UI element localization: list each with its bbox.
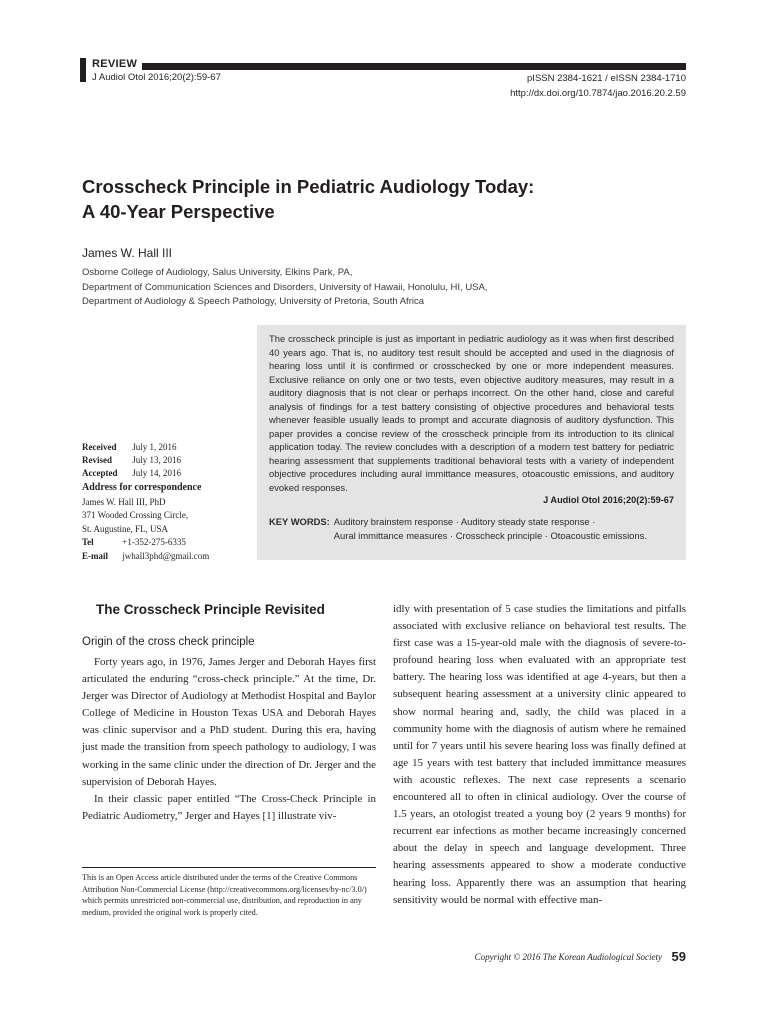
affiliation: Department of Audiology & Speech Pathology, University of Pretoria, South Africa [82,296,425,307]
tel-label: Tel [82,537,94,547]
article-type-label: REVIEW [92,58,138,70]
abstract-citation: J Audiol Otol 2016;20(2):59-67 [543,495,674,505]
accepted-row [82,467,181,480]
email-label: E-mail [82,550,108,561]
correspondence-street: 371 Wooded Crossing Circle, [82,510,189,520]
revised-date: July 13, 2016 [132,455,182,465]
email-value[interactable]: jwhall3phd@gmail.com [122,550,210,561]
article-dates [82,441,181,480]
keywords-values [334,515,647,543]
revised-label: Revised [82,455,112,465]
left-column [82,654,376,825]
correspondence-city: St. Augustine, FL, USA [82,523,169,534]
received-label: Received [82,442,117,452]
title-line-2: A 40-Year Perspective [82,201,275,222]
correspondence-name: James W. Hall III, PhD [82,496,166,507]
abstract-text: The crosscheck principle is just as important in pediatric audiology as it was when first described 40 years ago. That is, no auditory test result should be accepted and used in the diagnosis of hearing loss until it is confirmed or crosschecked by one or more independent measures. Exclusive reliance on only one or two tests, even objective auditory measures, may result in a auditory diagnosis that is not clear or perhaps incorrect. On the other hand, close and careful analysis of findings for a test battery consisting of objective procedures and behavioral tests whenever feasible usually leads to prompt and accurate diagnosis of auditory dysfunction. This paper provides a concise review of the crosscheck principle from its introduction to its clinical application today. The review concludes with a description of a modern test battery for pediatric hearing assessment that supplements traditional behavioral tests with a variety of independent objective procedures including aural immittance measures, otoacoustic emissions, and auditory evoked responses. [269,333,674,493]
keywords [269,515,674,543]
body-paragraph: idly with presentation of 5 case studies the limitations and pitfalls associated with exclusive reliance on behavioral test results. The first case was a 15-year-old male with the diagnosis of severe-to-profound hearing loss when evaluated with an appropriate test battery. The hearing loss was identified at age 4-years, but then a subsequent hearing assessment at a university clinic appeared to show normal hearing and, sadly, the child was placed in a community home with the diagnosis of autism where he remained until for 7 years until his severe hearing loss was finally defined at age 15 years with test battery that included immittance measures with acoustic reflexes. The next case represents a scenario encountered all to often in clinical audiology. Over the course of 1.5 years, an otologist treated a young boy (2 years 9 months) for recurrent ear infections as mother became increasingly concerned about the delay in speech and language development. Three hearing assessments appeared to show a moderate conductive hearing loss. Apparently there was an assumption that hearing sensitivity would be normal with effective man- [393,603,686,906]
subsection-heading: Origin of the cross check principle [82,636,255,648]
keywords-label: KEY WORDS: [269,516,330,527]
affiliation: Osborne College of Audiology, Salus University, Elkins Park, PA, [82,267,353,278]
right-column [393,601,686,909]
body-paragraph: Forty years ago, in 1976, James Jerger and Deborah Hayes first articulated the enduring “cross-check principle.” At the time, Dr. Jerger was Director of Audiology at Methodist Hospital and Baylor College of Medicine in Houston Texas USA and Deborah Hayes was clinic supervisor and a PhD student. During this era, having just made the transition from speech pathology to audiology, I was working in the same clinic under the direction of Dr. Jerger and the supervision of Deborah Hayes. [82,656,376,788]
doi-link[interactable]: http://dx.doi.org/10.7874/jao.2016.20.2.59 [510,88,686,99]
tel-value: +1-352-275-6335 [122,537,186,547]
body-paragraph: In their classic paper entitled “The Cross-Check Principle in Pediatric Audiometry,” Jerger and Hayes [1] illustrate viv- [82,792,376,822]
accepted-date: July 14, 2016 [132,468,182,478]
footnote-rule [82,867,376,868]
correspondence-block [82,481,209,563]
issn: pISSN 2384-1621 / eISSN 2384-1710 [527,73,686,84]
affiliation: Department of Communication Sciences and Disorders, University of Hawaii, Honolulu, HI, USA, [82,281,488,293]
received-row [82,441,181,454]
accepted-label: Accepted [82,468,118,478]
keywords-line: Aural immittance measures · Crosscheck principle · Otoacoustic emissions. [333,530,647,541]
page-number: 59 [671,949,686,964]
revised-row [82,454,181,467]
header-rule [142,63,686,70]
received-date: July 1, 2016 [132,442,177,452]
section-heading: The Crosscheck Principle Revisited [96,602,325,617]
journal-reference: J Audiol Otol 2016;20(2):59-67 [92,72,221,83]
keywords-line: Auditory brainstem response · Auditory steady state response · [333,516,596,527]
correspondence-tel-row [82,536,209,550]
article-title [82,174,682,224]
correspondence-heading: Address for correspondence [82,482,202,493]
author-name: James W. Hall III [82,246,173,260]
title-line-1: Crosscheck Principle in Pediatric Audiology Today: [82,176,535,197]
affiliations [82,266,488,310]
license-footnote: This is an Open Access article distributed under the terms of the Creative Commons Attribution Non-Commercial License (http://creativecommons.org/licenses/by-nc/3.0/) which permits unrestricted non-commercial use, distribution, and reproduction in any medium, provided the original work is properly cited. [82,873,367,917]
review-marker-bar [80,58,86,82]
correspondence-email-row [82,550,209,564]
copyright-notice: Copyright © 2016 The Korean Audiological Society [474,952,662,962]
abstract-box [257,325,686,560]
